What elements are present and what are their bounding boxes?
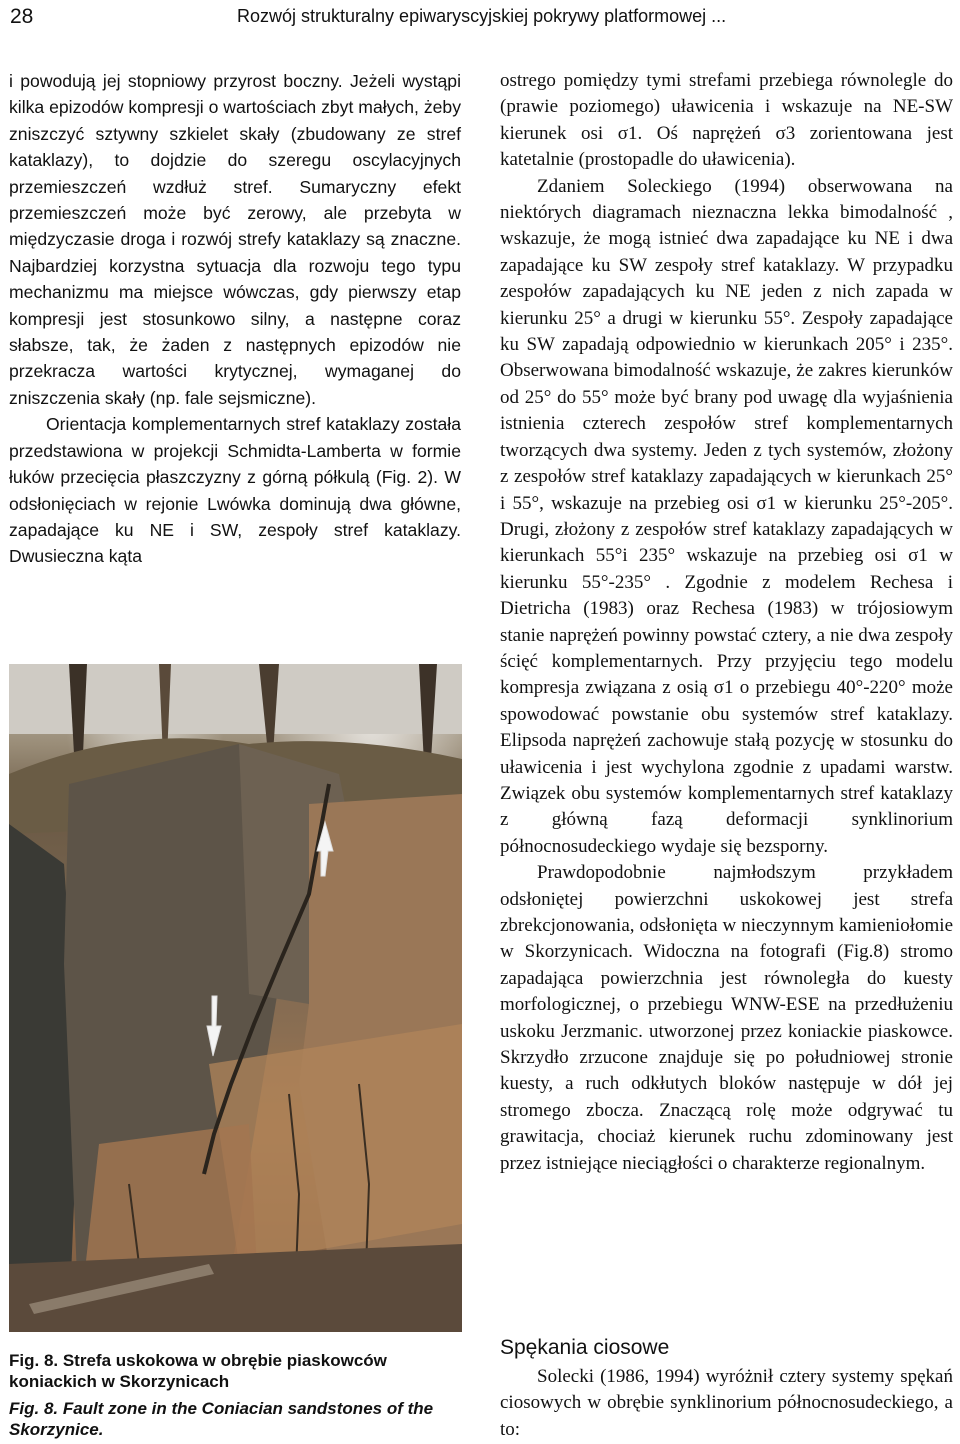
right-column <box>500 68 953 1177</box>
page-number: 28 <box>10 5 34 28</box>
section-heading: Spękania ciosowe <box>500 1336 670 1359</box>
fault-zone-photo <box>9 664 462 1332</box>
left-paragraph-2: Orientacja komplementarnych stref kataklazy została przedstawiona w projekcji Schmidta-Lamberta w formie łuków przecięcia płaszczyzny z górną półkulą (Fig. 2). W odsłonięciach w rejonie Lwówka dominują dwa główne, zapadające ku NE i SW, zespoły stref kataklazy. Dwusieczna kąta <box>9 414 461 567</box>
photo-illustration <box>9 664 462 1332</box>
running-header: Rozwój strukturalny epiwaryscyjskiej pokrywy platformowej ... <box>237 6 727 26</box>
figure-caption-english: Fig. 8. Fault zone in the Coniacian sandstones of the Skorzynice. <box>9 1399 434 1439</box>
right-paragraph-3: Prawdopodobnie najmłodszym przykładem odsłoniętej powierzchni uskokowej jest strefa zbrekcjonowania, odsłonięta w nieczynnym kamieniołomie w Skorzynicach. Widoczna na fotografi (Fig.8) stromo zapadająca powierzchnia jest równoległa do kuesty morfologicznej, o przebiegu WNW-ESE na przedłużeniu uskoku Jerzmanic. utworzonej przez koniackie piaskowce. Skrzydło zrzucone znajduje się po południowej stronie kuesty, a ruch odkłutych bloków następuje w dół jej stromego zbocza. Znaczącą rolę może odgrywać tu grawitacja, chociaż kierunek ruchu zdominowany jest przez istniejące nieciągłości o charakterze regionalnym. <box>500 862 953 1174</box>
figure-caption-polish: Fig. 8. Strefa uskokowa w obrębie piaskowców koniackich w Skorzynicach <box>9 1351 387 1391</box>
section-paragraph-text: Solecki (1986, 1994) wyróżnił cztery systemy spękań ciosowych w obrębie synklinorium północnosudeckiego, a to: <box>500 1366 953 1440</box>
left-paragraph-1: i powodują jej stopniowy przyrost boczny. Jeżeli wystąpi kilka epizodów kompresji o wartościach zbyt małych, żeby zniszczyć sztywny szkielet skały (zbudowany ze stref kataklazy), to dojdzie do szeregu oscylacyjnych przemieszczeń wzdłuż stref. Sumaryczny efekt przemieszczeń może być zerowy, ale przebyta w międzyczasie droga i rozwój strefy kataklazy są znaczne. Najbardziej korzystna sytuacja dla rozwoju tego typu mechanizmu ma miejsce wówczas, gdy pierwszy etap kompresji jest stosunkowo silny, a następne coraz słabsze, tak, że żaden z następnych epizodów nie przekracza wartości krytycznej, wymaganej do zniszczenia skały (np. fale sejsmiczne). <box>9 71 461 408</box>
right-paragraph-2: Zdaniem Soleckiego (1994) obserwowana na niektórych diagramach nieznaczna lekka bimodalność , wskazuje, że mogą istnieć dwa zapadające ku NE i dwa zapadające ku SW zespoły stref kataklazy. W przypadku zespołów zapadających ku NE jeden z nich zapada w kierunku 25° a drugi w kierunku 55°. Zespoły zapadające ku SW zapadają odpowiednio w kierunkach 205° i 235°. Obserwowana bimodalność wskazuje, że zakres kierunków od 25° do 55° może być brany pod uwagę dla wyjaśnienia istnienia czterech zespołów stref komplementarnych tworzących dwa systemy. Jeden z tych systemów, złożony z zespołów stref kataklazy zapadających w kierunkach 25° i 55°, wskazuje na przebieg osi σ1 w kierunku 25°-205°. Drugi, złożony z zespołów stref kataklazy zapadających w kierunkach 55°i 235° wskazuje na przebieg osi σ1 w kierunku 55°-235° . Zgodnie z modelem Rechesa i Dietricha (1983) oraz Rechesa (1983) w trójosiowym stanie naprężeń powinny powstać cztery, a nie dwa zespoły ścięć komplementarnych. Przy przyjęciu tego modelu kompresja związana z osią σ1 o przebiegu 40°-220° może spowodować powstanie obu systemów stref kataklazy. Elipsoda naprężeń zachowuje stałą pozycję w stosunku do uławicenia i jest wychylona zgodnie z upadami warstw. Związek obu systemów komplementarnych stref kataklazy z główną fazą deformacji synklinorium północnosudeckiego wydaje się bezsporny. <box>500 175 953 857</box>
right-paragraph-1: ostrego pomiędzy tymi strefami przebiega równolegle do (prawie poziomego) uławicenia i wskazuje na NE-SW kierunek osi σ1. Oś naprężeń σ3 zorientowana jest katetalnie (prostopadle do uławicenia). <box>500 70 953 171</box>
section-paragraph <box>500 1364 953 1443</box>
figure-caption <box>9 1350 469 1440</box>
left-column <box>9 68 461 570</box>
